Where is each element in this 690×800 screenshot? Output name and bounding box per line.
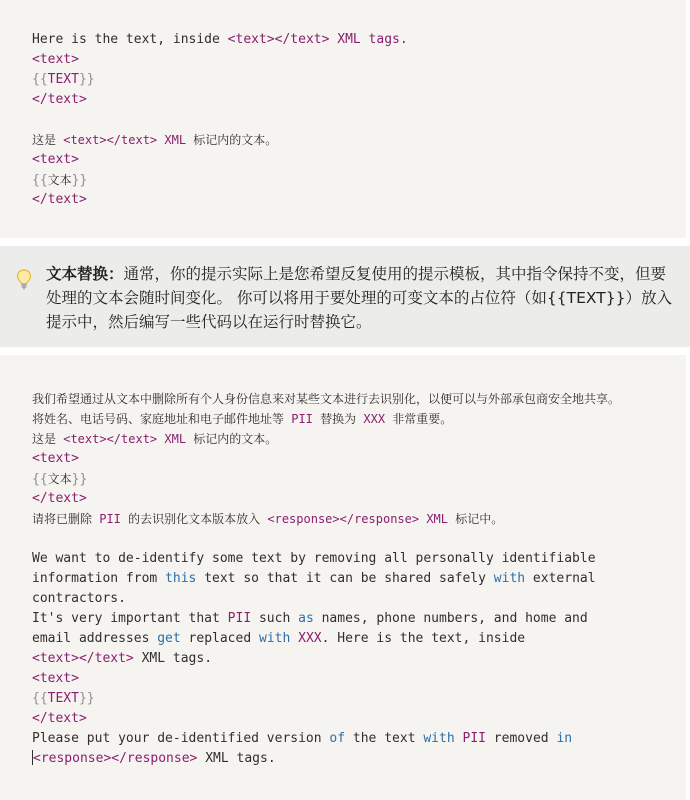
code-line: [32, 729, 686, 749]
keyword: in: [556, 731, 573, 746]
code-text: [290, 631, 298, 646]
code-text: 非常重要。: [385, 412, 453, 426]
brace-close: }}: [71, 472, 88, 487]
highlight-pii: PII: [462, 731, 486, 746]
placeholder-variable: 文本: [47, 173, 72, 187]
xml-close-tag: </text>: [32, 92, 87, 107]
xml-tag-inline: <text></text>: [227, 32, 330, 47]
lightbulb-icon: [14, 268, 34, 290]
placeholder-variable: 文本: [47, 472, 72, 486]
xml-open-tag: <text>: [32, 451, 79, 466]
brace-close: }}: [71, 173, 88, 188]
code-line: [32, 609, 686, 629]
code-line: [32, 509, 686, 529]
code-line: [32, 130, 686, 150]
placeholder-variable: TEXT: [47, 72, 79, 87]
brace-close: }}: [78, 72, 95, 87]
code-text: 这是: [32, 432, 64, 446]
code-text: XML: [157, 133, 187, 147]
code-line: [32, 649, 686, 669]
highlight-pii: PII: [99, 512, 121, 526]
code-line: contractors.: [32, 591, 126, 606]
highlight-xxx: XXX: [363, 412, 386, 426]
tip-body: 通常，你的提示实际上是您希望反复使用的提示模板，其中指令保持不变，但要处理的文本会随时间变化。 你可以将用于要处理的可变文本的占位符（如{{TEXT}}）放入提示中，然后编写一些代码以在运行时替换它。: [46, 265, 672, 331]
highlight-pii: PII: [227, 611, 252, 626]
xml-close-tag: </text>: [32, 192, 87, 207]
keyword: this: [165, 571, 197, 586]
xml-open-tag: <text>: [32, 152, 79, 167]
code-line: [32, 629, 686, 649]
highlight-xxx: XXX: [298, 631, 322, 646]
code-text: . Here is the text, inside: [321, 631, 526, 646]
code-text: names, phone numbers, and home and: [313, 611, 588, 626]
xml-tag-inline: <text></text>: [32, 651, 134, 666]
brace-open: {{: [32, 472, 48, 487]
code-line: We want to de-identify some text by removing all personally identifiable: [32, 551, 596, 566]
placeholder-line: [32, 469, 686, 489]
code-text: 这是: [32, 133, 64, 147]
blank-line: [32, 110, 686, 130]
code-text: replaced: [180, 631, 259, 646]
keyword: get: [157, 631, 181, 646]
xml-tag-inline: <text></text>: [63, 432, 158, 446]
code-text: information from: [32, 571, 166, 586]
xml-open-tag: <text>: [32, 52, 79, 67]
code-text: the text: [345, 731, 424, 746]
keyword: as: [298, 611, 314, 626]
code-text: removed: [485, 731, 557, 746]
placeholder-line: [32, 70, 686, 90]
tip-label: 文本替换：: [46, 265, 124, 283]
brace-close: }}: [78, 691, 95, 706]
brace-open: {{: [32, 691, 48, 706]
code-text: XML tags.: [133, 651, 213, 666]
xml-tag-inline: <response></response>: [267, 512, 420, 526]
placeholder-line: [32, 689, 686, 709]
code-line: [32, 429, 686, 449]
keyword: with: [493, 571, 526, 586]
code-text: text so that it can be shared safely: [196, 571, 494, 586]
keyword: with: [423, 731, 455, 746]
code-text: It's very important that: [32, 611, 228, 626]
code-line: 我们希望通过从文本中删除所有个人身份信息来对某些文本进行去识别化，以便可以与外部承包商安全地共享。: [32, 392, 621, 406]
code-text: email addresses: [32, 631, 158, 646]
xml-close-tag: </text>: [32, 711, 87, 726]
brace-open: {{: [32, 173, 48, 188]
code-text: 标记内的文本。: [186, 432, 278, 446]
code-text: 的去识别化文本版本放入: [120, 512, 268, 526]
code-text: XML: [419, 512, 448, 526]
xml-tag-inline: <text></text>: [63, 133, 158, 147]
blank-line: [32, 529, 686, 549]
code-line: [32, 569, 686, 589]
xml-tag-inline: <response></response>: [33, 751, 198, 766]
code-text: 标记中。: [448, 512, 504, 526]
code-line: [32, 30, 686, 50]
code-text: XML: [157, 432, 187, 446]
code-text: [455, 731, 463, 746]
xml-open-tag: <text>: [32, 671, 79, 686]
code-text: 标记内的文本。: [186, 133, 278, 147]
keyword: of: [329, 731, 346, 746]
code-block-deidentify-prompt: [0, 355, 686, 800]
code-text: Here is the text, inside: [32, 32, 228, 47]
code-text: 将姓名、电话号码、家庭地址和电子邮件地址等: [32, 412, 292, 426]
brace-open: {{: [32, 72, 48, 87]
placeholder-variable: TEXT: [47, 691, 79, 706]
placeholder-line: [32, 170, 686, 190]
keyword: with: [259, 631, 291, 646]
code-text: XML tags.: [329, 32, 408, 47]
tip-callout: [0, 246, 690, 347]
code-line: [32, 409, 686, 429]
highlight-pii: PII: [291, 412, 313, 426]
code-text: Please put your de-identified version: [32, 731, 330, 746]
xml-close-tag: </text>: [32, 491, 87, 506]
code-block-template-examples: [0, 0, 686, 238]
code-text: external: [525, 571, 596, 586]
code-text: XML tags.: [197, 751, 276, 766]
tip-text: [46, 262, 676, 334]
code-text: such: [251, 611, 299, 626]
code-text: 替换为: [312, 412, 364, 426]
code-line: [32, 749, 686, 769]
code-text: 请将已删除: [32, 512, 100, 526]
